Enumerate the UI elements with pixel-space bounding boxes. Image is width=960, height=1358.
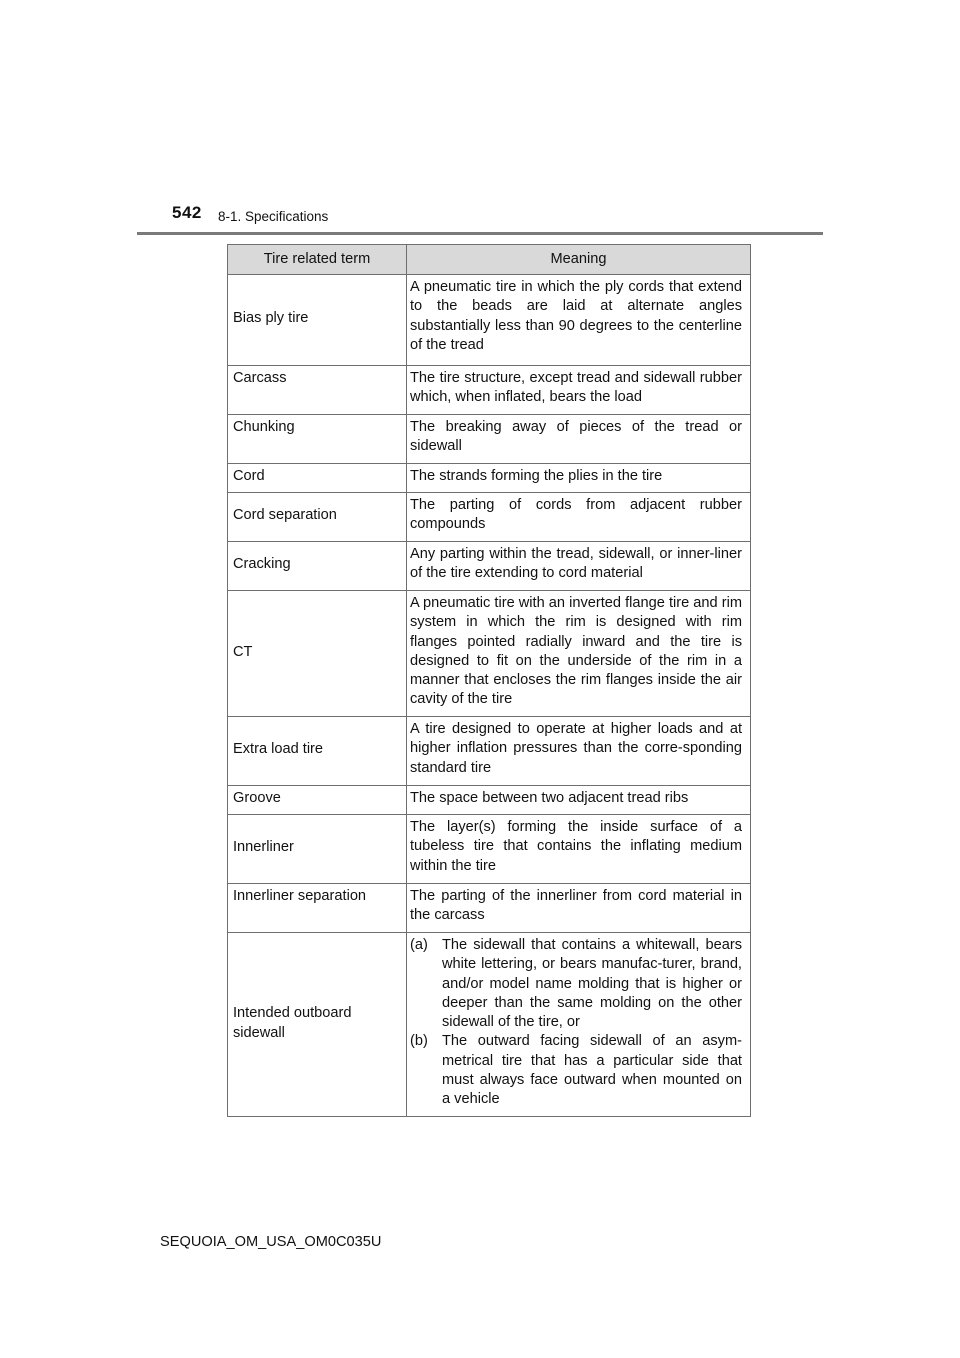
table-row <box>228 493 751 542</box>
table-row <box>228 542 751 591</box>
term-cell: Innerliner separation <box>228 884 407 933</box>
list-marker: (b) <box>410 1033 428 1050</box>
term-cell: Intended outboard sidewall <box>228 933 407 1117</box>
table-row <box>228 415 751 464</box>
term-cell: Extra load tire <box>228 717 407 786</box>
table-row <box>228 591 751 717</box>
table-row <box>228 366 751 415</box>
meaning-cell: The parting of cords from adjacent rubber compounds <box>407 493 751 542</box>
table-row <box>228 464 751 493</box>
table-row <box>228 815 751 884</box>
term-cell: Carcass <box>228 366 407 415</box>
term-cell: Cord separation <box>228 493 407 542</box>
list-item <box>410 1032 742 1109</box>
list-text: The outward facing sidewall of an asym-metrical tire that has a particular side that must always face outward when mounted on a vehicle <box>442 1033 742 1108</box>
table-row <box>228 717 751 786</box>
meaning-cell: The parting of the innerliner from cord material in the carcass <box>407 884 751 933</box>
term-cell: Chunking <box>228 415 407 464</box>
column-header-term: Tire related term <box>228 245 407 275</box>
meaning-cell: The breaking away of pieces of the tread or sidewall <box>407 415 751 464</box>
header-divider <box>137 232 823 235</box>
section-title: 8-1. Specifications <box>218 209 329 224</box>
list-item <box>410 936 742 1032</box>
meaning-cell: The tire structure, except tread and sidewall rubber which, when inflated, bears the load <box>407 366 751 415</box>
page-number: 542 <box>172 203 202 222</box>
list-marker: (a) <box>410 937 428 953</box>
column-header-meaning: Meaning <box>407 245 751 275</box>
term-cell: Groove <box>228 786 407 815</box>
table-row <box>228 786 751 815</box>
table-header-row <box>228 245 751 275</box>
tire-terms-table <box>227 244 751 1117</box>
term-cell: Bias ply tire <box>228 275 407 366</box>
meaning-cell-list <box>407 933 751 1117</box>
document-code: SEQUOIA_OM_USA_OM0C035U <box>160 1234 382 1250</box>
table-row <box>228 275 751 366</box>
term-cell: Cracking <box>228 542 407 591</box>
meaning-cell: Any parting within the tread, sidewall, or inner-liner of the tire extending to cord material <box>407 542 751 591</box>
meaning-cell: The space between two adjacent tread ribs <box>407 786 751 815</box>
table-row <box>228 933 751 1117</box>
term-cell: CT <box>228 591 407 717</box>
table-row <box>228 884 751 933</box>
meaning-cell: A tire designed to operate at higher loads and at higher inflation pressures than the corre-sponding standard tire <box>407 717 751 786</box>
meaning-cell: The strands forming the plies in the tire <box>407 464 751 493</box>
meaning-cell: A pneumatic tire with an inverted flange tire and rim system in which the rim is designed with rim flanges pointed radially inward and the tire is designed to fit on the underside of the rim in a manner that encloses the rim flanges inside the air cavity of the tire <box>407 591 751 717</box>
term-cell: Innerliner <box>228 815 407 884</box>
meaning-cell: A pneumatic tire in which the ply cords that extend to the beads are laid at alternate angles substantially less than 90 degrees to the centerline of the tread <box>407 275 751 366</box>
list-text: The sidewall that contains a whitewall, bears white lettering, or bears manufac-turer, brand, and/or model name molding that is higher or deeper than the same molding on the other sidewall of the tire, or <box>442 937 742 1031</box>
term-cell: Cord <box>228 464 407 493</box>
meaning-cell: The layer(s) forming the inside surface of a tubeless tire that contains the inflating medium within the tire <box>407 815 751 884</box>
